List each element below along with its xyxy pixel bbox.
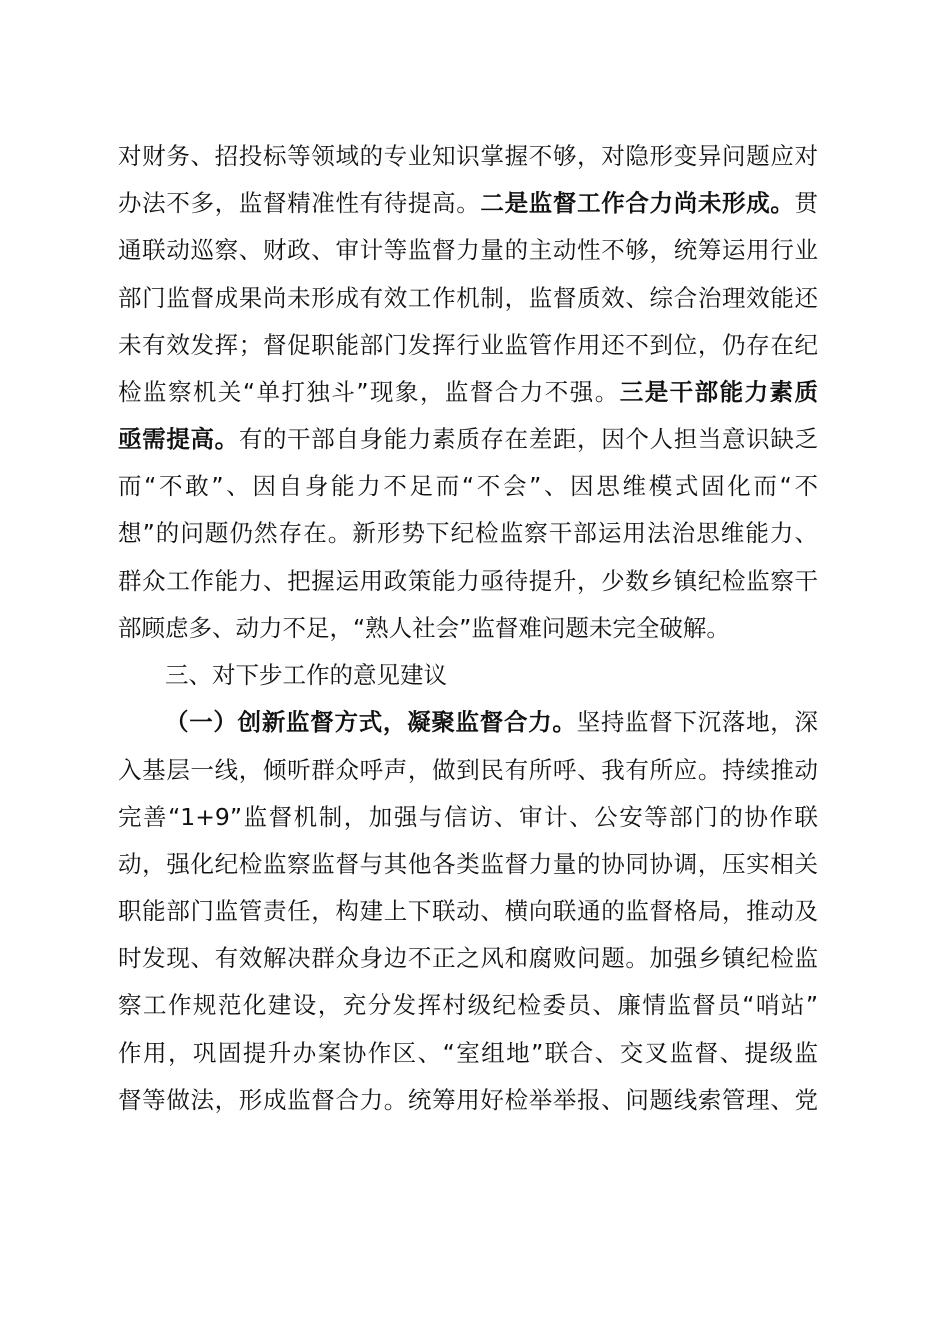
line-text: 部顾虑多、动力不足，“熟人社会”监督难问题未完全破解。 bbox=[118, 614, 730, 642]
line-text: 职能部门监管责任，构建上下联动、横向联通的监督格局，推动及 bbox=[118, 897, 818, 925]
line-text: 入基层一线，倾听群众呼声，做到民有所呼、我有所应。持续推动 bbox=[118, 756, 818, 784]
text-line-21 bbox=[118, 1086, 818, 1116]
bold-heading: 亟需提高。 bbox=[118, 425, 239, 453]
line-text: 检监察机关“单打独斗”现象，监督合力不强。 bbox=[118, 378, 620, 406]
line-text: 部门监督成果尚未形成有效工作机制，监督质效、综合治理效能还 bbox=[118, 284, 818, 312]
line-text: 想”的问题仍然存在。新形势下纪检监察干部运用法治思维能力、 bbox=[118, 519, 818, 547]
text-line-15 bbox=[118, 803, 818, 833]
line-text: 时发现、有效解决群众身边不正之风和腐败问题。加强乡镇纪检监 bbox=[118, 944, 818, 972]
text-line-9 bbox=[118, 519, 818, 549]
text-line-2 bbox=[118, 189, 818, 219]
text-line-1 bbox=[118, 142, 818, 172]
text-line-14 bbox=[118, 756, 818, 786]
line-text: 完善“1+9”监督机制，加强与信访、审计、公安等部门的协作联 bbox=[118, 803, 818, 831]
text-line-18 bbox=[118, 944, 818, 974]
text-line-4 bbox=[118, 284, 818, 314]
section-heading-text: 三、对下步工作的意见建议 bbox=[165, 661, 447, 689]
text-line-7 bbox=[118, 425, 818, 455]
line-text: 督等做法，形成监督合力。统筹用好检举举报、问题线索管理、党 bbox=[118, 1086, 818, 1114]
text-line-11 bbox=[118, 614, 818, 644]
line-text-after: 坚持监督下沉落地，深 bbox=[576, 708, 818, 736]
text-line-10 bbox=[118, 567, 818, 597]
text-line-17 bbox=[118, 897, 818, 927]
bold-heading: （一）创新监督方式，凝聚监督合力。 bbox=[165, 708, 577, 736]
line-text: 察工作规范化建设，充分发挥村级纪检委员、廉情监督员“哨站” bbox=[118, 991, 818, 1019]
line-text: 对财务、招投标等领域的专业知识掌握不够，对隐形变异问题应对 bbox=[118, 142, 818, 170]
text-line-6 bbox=[118, 378, 818, 408]
line-text: 作用，巩固提升办案协作区、“室组地”联合、交叉监督、提级监 bbox=[118, 1039, 818, 1067]
line-text: 而“不敢”、因自身能力不足而“不会”、因思维模式固化而“不 bbox=[118, 472, 818, 500]
bold-heading: 三是干部能力素质 bbox=[619, 378, 818, 406]
text-line-13 bbox=[165, 708, 818, 738]
bold-heading: 二是监督工作合力尚未形成。 bbox=[480, 189, 795, 217]
line-text: 办法不多，监督精准性有待提高。 bbox=[118, 189, 481, 217]
text-line-20 bbox=[118, 1039, 818, 1069]
line-text-after: 贯 bbox=[794, 189, 818, 217]
line-text: 未有效发挥；督促职能部门发挥行业监管作用还不到位，仍存在纪 bbox=[118, 331, 818, 359]
line-text: 通联动巡察、财政、审计等监督力量的主动性不够，统筹运用行业 bbox=[118, 236, 818, 264]
text-line-8 bbox=[118, 472, 818, 502]
section-heading bbox=[165, 661, 818, 691]
text-line-16 bbox=[118, 850, 818, 880]
text-line-5 bbox=[118, 331, 818, 361]
text-line-19 bbox=[118, 991, 818, 1021]
line-text: 动，强化纪检监察监督与其他各类监督力量的协同协调，压实相关 bbox=[118, 850, 818, 878]
text-line-3 bbox=[118, 236, 818, 266]
line-text-after: 有的干部自身能力素质存在差距，因个人担当意识缺乏 bbox=[238, 425, 818, 453]
line-text: 群众工作能力、把握运用政策能力亟待提升，少数乡镇纪检监察干 bbox=[118, 567, 818, 595]
